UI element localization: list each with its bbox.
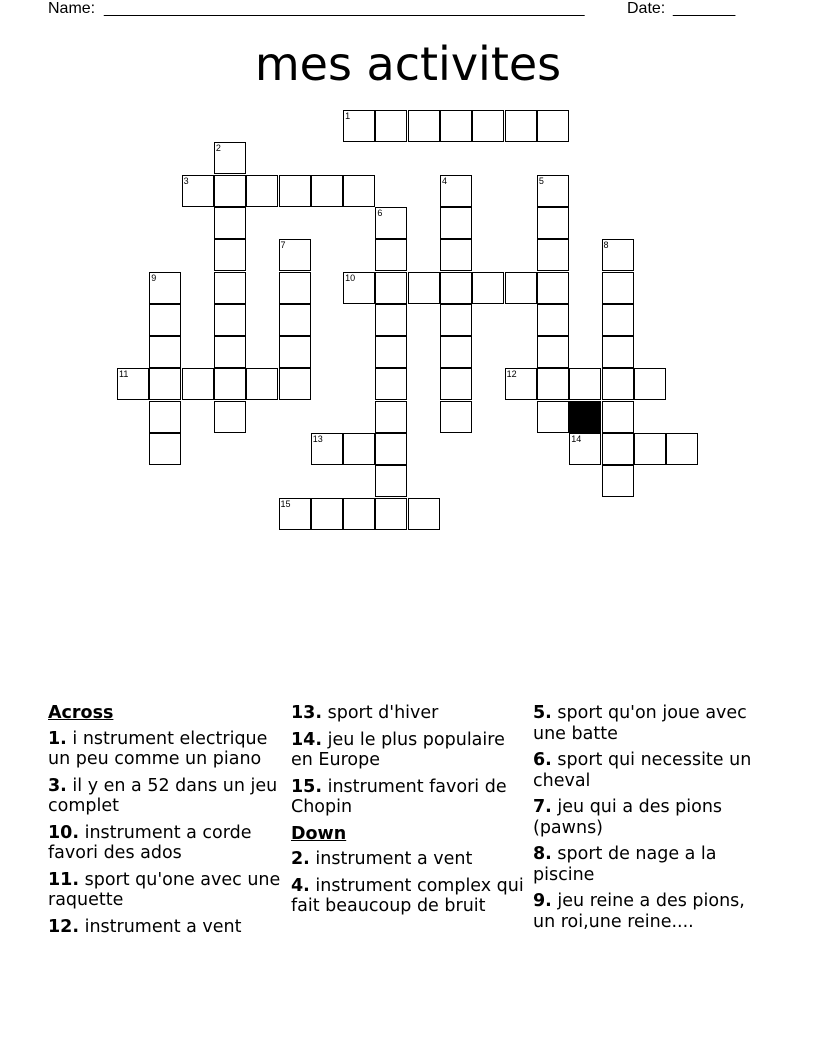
grid-cell[interactable] — [602, 272, 634, 304]
clue-number: 13. — [291, 703, 323, 723]
clue-number: 15. — [291, 776, 323, 797]
clue-text: i nstrument electrique un peu comme un piano — [48, 728, 268, 769]
clue-number-label: 14 — [571, 434, 582, 444]
grid-cell[interactable] — [505, 272, 537, 304]
clue-text: sport de nage a la piscine — [533, 844, 717, 885]
grid-cell[interactable] — [375, 239, 407, 271]
grid-cell[interactable] — [182, 175, 214, 207]
grid-cell[interactable] — [666, 433, 698, 465]
grid-cell[interactable] — [375, 498, 407, 530]
clue-number-label: 15 — [280, 498, 291, 509]
grid-cell[interactable] — [472, 110, 504, 142]
grid-cell[interactable] — [117, 368, 149, 400]
clue-number-label: 1 — [345, 111, 351, 121]
clue-text: jeu reine a des pions, un roi,une reine.... — [533, 891, 745, 932]
grid-cell[interactable] — [440, 272, 472, 304]
clue-down-4 — [291, 876, 526, 917]
grid-cell[interactable] — [279, 368, 311, 400]
grid-cell[interactable] — [602, 304, 634, 336]
grid-cell[interactable] — [537, 207, 569, 239]
grid-cell[interactable] — [408, 498, 440, 530]
clue-number: 6. — [533, 750, 552, 770]
clue-number: 10. — [48, 822, 80, 843]
clue-across-13 — [291, 703, 526, 724]
grid-cell[interactable] — [214, 304, 246, 336]
grid-cell[interactable] — [149, 433, 181, 465]
grid-cell[interactable] — [537, 401, 569, 433]
grid-cell[interactable] — [279, 175, 311, 207]
clue-text: instrument a vent — [315, 849, 473, 869]
grid-cell[interactable] — [343, 272, 375, 304]
grid-cell[interactable] — [505, 368, 537, 400]
grid-cell[interactable] — [602, 465, 634, 497]
clue-number-label: 8 — [603, 240, 609, 251]
grid-cell[interactable] — [246, 368, 278, 400]
grid-cell[interactable] — [279, 272, 311, 304]
grid-cell[interactable] — [602, 401, 634, 433]
clue-text: instrument a corde favori des ados — [48, 822, 252, 863]
grid-cell[interactable] — [214, 207, 246, 239]
grid-cell[interactable] — [375, 368, 407, 400]
grid-cell[interactable] — [472, 272, 504, 304]
clue-column-3 — [533, 703, 768, 938]
clue-across-15 — [291, 777, 526, 818]
clue-text: jeu qui a des pions (pawns) — [533, 797, 723, 838]
clue-number-label: 13 — [312, 434, 323, 444]
clue-number: 4. — [291, 875, 310, 896]
clue-text: instrument a vent — [84, 916, 242, 937]
clue-column-2 — [291, 703, 526, 923]
clue-down-5 — [533, 703, 768, 744]
grid-cell[interactable] — [375, 207, 407, 239]
grid-cell[interactable] — [375, 110, 407, 142]
grid-cell[interactable] — [537, 368, 569, 400]
clue-text: sport qui necessite un cheval — [533, 750, 752, 791]
grid-cell[interactable] — [214, 272, 246, 304]
clue-number-label: 3 — [183, 175, 189, 186]
grid-cell[interactable] — [440, 110, 472, 142]
grid-cell[interactable] — [182, 368, 214, 400]
grid-cell[interactable] — [279, 498, 311, 530]
clue-number: 2. — [291, 849, 310, 869]
grid-cell[interactable] — [214, 368, 246, 400]
grid-cell[interactable] — [149, 401, 181, 433]
name-label: Name: — [48, 0, 96, 17]
clue-number: 11. — [48, 869, 80, 890]
grid-cell[interactable] — [149, 336, 181, 368]
grid-cell[interactable] — [279, 336, 311, 368]
grid-cell[interactable] — [214, 175, 246, 207]
grid-cell[interactable] — [375, 465, 407, 497]
across-heading: Across — [48, 703, 114, 723]
grid-cell[interactable] — [375, 336, 407, 368]
clue-number-label: 2 — [215, 143, 221, 154]
clue-number: 3. — [48, 775, 67, 796]
grid-cell[interactable] — [375, 401, 407, 433]
clue-number-label: 10 — [345, 272, 356, 283]
grid-cell[interactable] — [343, 433, 375, 465]
grid-cell[interactable] — [343, 498, 375, 530]
clue-across-3 — [48, 776, 283, 817]
grid-cell[interactable] — [375, 433, 407, 465]
clue-down-6 — [533, 750, 768, 791]
grid-cell[interactable] — [602, 433, 634, 465]
blocked-cell — [569, 401, 601, 433]
grid-cell[interactable] — [602, 336, 634, 368]
grid-cell[interactable] — [602, 239, 634, 271]
grid-cell[interactable] — [214, 239, 246, 271]
grid-cell[interactable] — [311, 498, 343, 530]
clue-number: 1. — [48, 728, 67, 749]
grid-cell[interactable] — [537, 304, 569, 336]
clue-text: instrument favori de Chopin — [291, 776, 507, 817]
clue-text: sport d'hiver — [327, 703, 439, 723]
clue-number: 9. — [533, 891, 552, 911]
grid-cell[interactable] — [149, 304, 181, 336]
clue-down-2 — [291, 849, 526, 870]
grid-cell[interactable] — [440, 401, 472, 433]
grid-cell[interactable] — [440, 239, 472, 271]
clue-across-14 — [291, 730, 526, 771]
grid-cell[interactable] — [569, 433, 601, 465]
grid-cell[interactable] — [149, 368, 181, 400]
grid-cell[interactable] — [602, 368, 634, 400]
clue-column-1 — [48, 703, 283, 943]
clue-down-7 — [533, 797, 768, 838]
grid-cell[interactable] — [375, 272, 407, 304]
date-field[interactable]: _______ — [673, 0, 736, 17]
grid-cell[interactable] — [214, 401, 246, 433]
grid-cell[interactable] — [440, 175, 472, 207]
grid-cell[interactable] — [214, 336, 246, 368]
grid-cell[interactable] — [311, 175, 343, 207]
grid-cell[interactable] — [537, 239, 569, 271]
grid-cell[interactable] — [634, 368, 666, 400]
clue-number: 12. — [48, 916, 80, 937]
grid-cell[interactable] — [505, 110, 537, 142]
clue-text: il y en a 52 dans un jeu complet — [48, 775, 278, 816]
grid-cell[interactable] — [440, 336, 472, 368]
down-heading: Down — [291, 823, 347, 844]
clue-across-10 — [48, 823, 283, 864]
grid-cell[interactable] — [279, 239, 311, 271]
clue-number-label: 7 — [280, 240, 286, 251]
clue-number-label: 11 — [119, 369, 129, 380]
clue-down-9 — [533, 891, 768, 932]
grid-cell[interactable] — [537, 175, 569, 207]
clue-text: instrument complex qui fait beaucoup de bruit — [291, 875, 524, 916]
grid-cell[interactable] — [214, 142, 246, 174]
grid-cell[interactable] — [440, 207, 472, 239]
grid-cell[interactable] — [569, 368, 601, 400]
grid-cell[interactable] — [537, 272, 569, 304]
grid-cell[interactable] — [537, 110, 569, 142]
clue-across-12 — [48, 917, 283, 938]
grid-cell[interactable] — [408, 272, 440, 304]
grid-cell[interactable] — [149, 272, 181, 304]
grid-cell[interactable] — [408, 110, 440, 142]
grid-cell[interactable] — [311, 433, 343, 465]
grid-cell[interactable] — [440, 368, 472, 400]
clue-number: 7. — [533, 797, 552, 817]
clue-text: jeu le plus populaire en Europe — [291, 729, 505, 770]
grid-cell[interactable] — [440, 304, 472, 336]
clue-number-label: 4 — [442, 175, 448, 186]
grid-cell[interactable] — [246, 175, 278, 207]
grid-cell[interactable] — [343, 175, 375, 207]
clue-number-label: 6 — [377, 207, 383, 218]
name-field[interactable]: ______________________________________________________ — [104, 0, 585, 17]
page-title: mes activites — [254, 37, 562, 91]
grid-cell[interactable] — [375, 304, 407, 336]
date-label: Date: — [627, 0, 666, 17]
grid-cell[interactable] — [634, 433, 666, 465]
grid-cell[interactable] — [343, 110, 375, 142]
clue-down-8 — [533, 844, 768, 885]
clue-text: sport qu'one avec une raquette — [48, 869, 281, 910]
clue-number-label: 9 — [151, 272, 157, 283]
clue-across-11 — [48, 870, 283, 911]
clue-number: 8. — [533, 844, 552, 864]
clue-number-label: 12 — [506, 369, 517, 380]
grid-cell[interactable] — [537, 336, 569, 368]
clue-across-1 — [48, 729, 283, 770]
clue-number: 14. — [291, 729, 323, 750]
clue-text: sport qu'on joue avec une batte — [533, 703, 747, 744]
clue-number-label: 5 — [538, 175, 544, 186]
grid-cell[interactable] — [279, 304, 311, 336]
clue-number: 5. — [533, 703, 552, 723]
